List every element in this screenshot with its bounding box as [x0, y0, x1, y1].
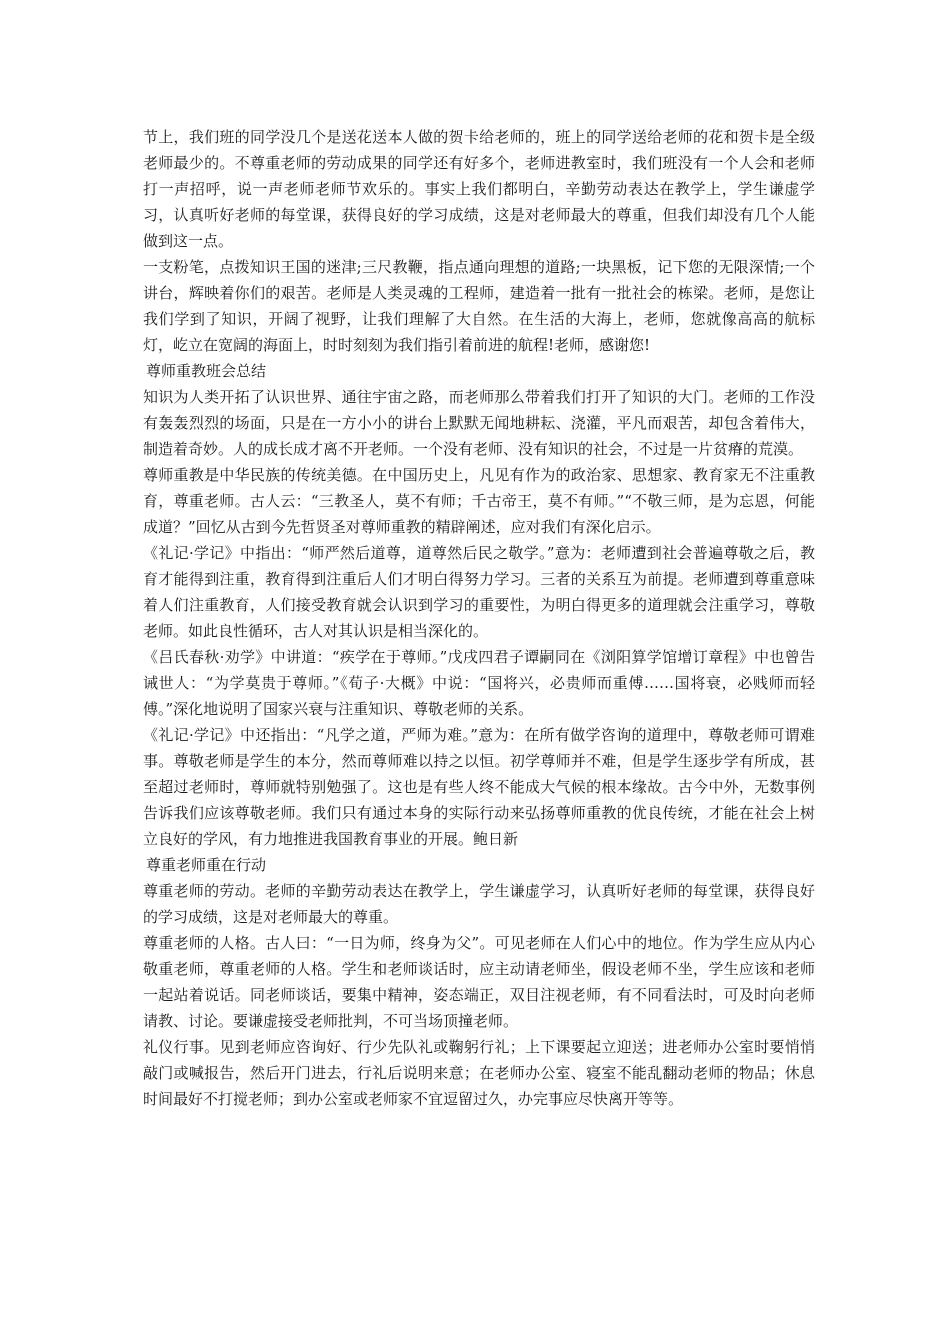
paragraph-6: 《吕氏春秋·劝学》中讲道：“疾学在于尊师。”戊戌四君子谭嗣同在《浏阳算学馆增订章程》中也曾告诫世人：“为学莫贵于尊师。”《荀子·大概》中说：“国将兴，必贵师而重傅……国将衰，必贱师而轻傅。”深化地说明了国家兴衰与注重知识、尊敬老师的关系。 [143, 648, 815, 718]
paragraph-2: 一支粉笔，点拨知识王国的迷津;三尺教鞭，指点通向理想的道路;一块黑板，记下您的无限深情;一个讲台，辉映着你们的艰苦。老师是人类灵魂的工程师，建造着一批有一批社会的栋梁。老师，是您让我们学到了知识，开阔了视野，让我们理解了大自然。在生活的大海上，老师，您就像高高的航标灯，屹立在宽阔的海面上，时时刻刻为我们指引着前进的航程!老师，感谢您! [143, 258, 815, 354]
paragraph-9: 尊重老师的人格。古人曰：“一日为师，终身为父”。可见老师在人们心中的地位。作为学生应从内心敬重老师，尊重老师的人格。学生和老师谈话时，应主动请老师坐，假设老师不坐，学生应该和老师一起站着说话。同老师谈话，要集中精神，姿态端正，双目注视老师，有不同看法时，可及时向老师请教、讨论。要谦虚接受老师批判，不可当场顶撞老师。 [143, 934, 815, 1030]
paragraph-10: 礼仪行事。见到老师应咨询好、行少先队礼或鞠躬行礼；上下课要起立迎送；进老师办公室时要悄悄敲门或喊报告，然后开门进去，行礼后说明来意；在老师办公室、寝室不能乱翻动老师的物品；休息时间最好不打搅老师；到办公室或老师家不宜逗留过久，办完事应尽快离开等等。 [143, 1038, 815, 1108]
paragraph-3: 知识为人类开拓了认识世界、通往宇宙之路，而老师那么带着我们打开了知识的大门。老师的工作没有轰轰烈烈的场面，只是在一方小小的讲台上默默无闻地耕耘、浇灌，平凡而艰苦，却包含着伟大，制造着奇妙。人的成长成才离不开老师。一个没有老师、没有知识的社会，不过是一片贫瘠的荒漠。 [143, 388, 815, 458]
section-heading-2: 尊重老师重在行动 [146, 856, 267, 874]
document-page [143, 124, 815, 1112]
paragraph-5: 《礼记·学记》中指出：“师严然后道尊，道尊然后民之敬学。”意为：老师遭到社会普遍尊敬之后，教育才能得到注重，教育得到注重后人们才明白得努力学习。三者的关系互为前提。老师遭到尊重意味着人们注重教育，人们接受教育就会认识到学习的重要性，为明白得更多的道理就会注重学习，尊敬老师。如此良性循环，古人对其认识是相当深化的。 [143, 544, 815, 640]
paragraph-4: 尊师重教是中华民族的传统美德。在中国历史上，凡见有作为的政治家、思想家、教育家无不注重教育，尊重老师。古人云：“三教圣人，莫不有师；千古帝王，莫不有师。”“不敬三师，是为忘恩，何能成道？”回忆从古到今先哲贤圣对尊师重教的精辟阐述，应对我们有深化启示。 [143, 466, 815, 536]
paragraph-8: 尊重老师的劳动。老师的辛勤劳动表达在教学上，学生谦虚学习，认真听好老师的每堂课，获得良好的学习成绩，这是对老师最大的尊重。 [143, 882, 815, 926]
paragraph-7: 《礼记·学记》中还指出：“凡学之道，严师为难。”意为：在所有做学咨询的道理中，尊敬老师可谓难事。尊敬老师是学生的本分，然而尊师难以持之以恒。初学尊师并不难，但是学生逐步学有所成，甚至超过老师时，尊师就特别勉强了。这也是有些人终不能成大气候的根本缘故。古今中外，无数事例告诉我们应该尊敬老师。我们只有通过本身的实际行动来弘扬尊师重教的优良传统，才能在社会上树立良好的学风，有力地推进我国教育事业的开展。鲍日新 [143, 726, 815, 848]
section-heading-1: 尊师重教班会总结 [146, 362, 267, 380]
paragraph-1: 节上，我们班的同学没几个是送花送本人做的贺卡给老师的，班上的同学送给老师的花和贺卡是全级老师最少的。不尊重老师的劳动成果的同学还有好多个，老师进教室时，我们班没有一个人会和老师打一声招呼，说一声老师老师节欢乐的。事实上我们都明白，辛勤劳动表达在教学上，学生谦虚学习，认真听好老师的每堂课，获得良好的学习成绩，这是对老师最大的尊重，但我们却没有几个人能做到这一点。 [143, 128, 815, 250]
